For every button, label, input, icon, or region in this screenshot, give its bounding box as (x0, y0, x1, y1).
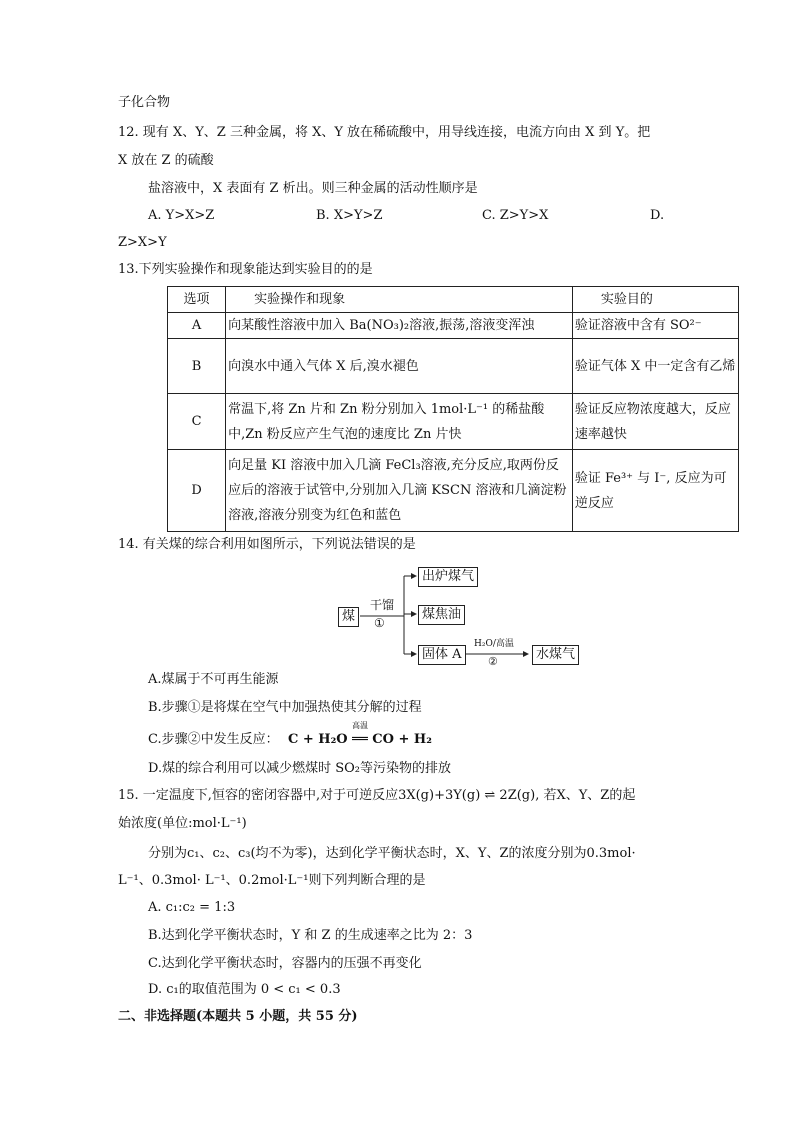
q14-option-a: A.煤属于不可再生能源 (148, 672, 279, 687)
q15-option-c: C.达到化学平衡状态时，容器内的压强不再变化 (148, 956, 422, 971)
coal-utilization-diagram (330, 564, 590, 674)
table-row (168, 313, 739, 339)
q12-stem: 12. 现有 X、Y、Z 三种金属，将 X、Y 放在稀硫酸中，用导线连接，电流方向由 X 到 Y。把 (118, 125, 651, 140)
table-header: 实验目的 (572, 287, 738, 313)
table-row (168, 450, 739, 532)
q15-stem-3: 分别为c₁、c₂、c₃(均不为零)，达到化学平衡状态时，X、Y、Z的浓度分别为0.3mol· (148, 846, 636, 861)
coal-tar-box: 煤焦油 (418, 605, 465, 625)
q12-stem-3: 盐溶液中，X 表面有 Z 析出。则三种金属的活动性顺序是 (148, 181, 478, 196)
coal-gas-box: 出炉煤气 (418, 567, 478, 587)
table-header-row (168, 287, 739, 313)
table-cell-goal: 验证反应物浓度越大，反应速率越快 (572, 394, 738, 450)
q14-option-d: D.煤的综合利用可以减少燃煤时 SO₂等污染物的排放 (148, 761, 451, 776)
table-cell-operation: 向足量 KI 溶液中加入几滴 FeCl₃溶液,充分反应,取两份反应后的溶液于试管中,分别加入几滴 KSCN 溶液和几滴淀粉溶液,溶液分别变为红色和蓝色 (226, 450, 573, 532)
section-heading: 二、非选择题(本题共 5 小题，共 55 分) (118, 1009, 358, 1024)
q12-option-a: A. Y>X>Z (148, 208, 215, 223)
q13-table (167, 286, 739, 532)
table-cell-option: A (168, 313, 226, 339)
q13-stem: 13.下列实验操作和现象能达到实验目的的是 (118, 262, 373, 277)
step2-number: ② (488, 655, 498, 668)
table-header: 实验操作和现象 (226, 287, 573, 313)
q14-option-c: C.步骤②中发生反应： (148, 732, 279, 747)
q15-stem: 15. 一定温度下,恒容的密闭容器中,对于可逆反应3X(g)+3Y(g) ⇌ 2Z(g), 若X、Y、Z的起 (118, 788, 636, 803)
table-cell-option: B (168, 339, 226, 394)
table-cell-goal: 验证气体 X 中一定含有乙烯 (572, 339, 738, 394)
water-gas-box: 水煤气 (532, 645, 579, 665)
table-row (168, 394, 739, 450)
q15-option-b: B.达到化学平衡状态时，Y 和 Z 的生成速率之比为 2：3 (148, 928, 473, 943)
table-header: 选项 (168, 287, 226, 313)
step1-number: ① (374, 616, 385, 630)
q12-option-d-value: Z>X>Y (118, 235, 167, 250)
q12-option-b: B. X>Y>Z (316, 208, 383, 223)
table-cell-operation: 向某酸性溶液中加入 Ba(NO₃)₂溶液,振荡,溶液变浑浊 (226, 313, 573, 339)
step1-label: 干馏 (370, 598, 395, 612)
q14-stem: 14. 有关煤的综合利用如图所示，下列说法错误的是 (118, 537, 416, 552)
q14-equation-condition: 高温 (352, 721, 368, 730)
step2-label: H₂O/高温 (474, 639, 514, 649)
continued-text: 子化合物 (118, 95, 171, 110)
solid-a-box: 固体 A (418, 645, 466, 665)
table-cell-goal: 验证溶液中含有 SO²⁻ (572, 313, 738, 339)
q14-option-c-equation: C + H₂O ══ CO + H₂ (288, 732, 432, 747)
table-cell-operation: 常温下,将 Zn 片和 Zn 粉分别加入 1mol·L⁻¹ 的稀盐酸中,Zn 粉反应产生气泡的速度比 Zn 片快 (226, 394, 573, 450)
q15-option-a: A. c₁:c₂ = 1:3 (148, 900, 236, 915)
q12-stem-2: X 放在 Z 的硫酸 (118, 153, 214, 168)
q14-option-b: B.步骤①是将煤在空气中加强热使其分解的过程 (148, 700, 422, 715)
table-cell-operation: 向溴水中通入气体 X 后,溴水褪色 (226, 339, 573, 394)
table-cell-goal: 验证 Fe³⁺ 与 I⁻, 反应为可逆反应 (572, 450, 738, 532)
q15-stem-4: L⁻¹、0.3mol· L⁻¹、0.2mol·L⁻¹则下列判断合理的是 (118, 873, 426, 888)
table-row (168, 339, 739, 394)
q12-option-d: D. (650, 208, 665, 223)
q12-option-c: C. Z>Y>X (482, 208, 549, 223)
coal-box: 煤 (338, 607, 359, 627)
q15-stem-2: 始浓度(单位:mol·L⁻¹) (118, 816, 247, 831)
table-cell-option: D (168, 450, 226, 532)
table-cell-option: C (168, 394, 226, 450)
q15-option-d: D. c₁的取值范围为 0 < c₁ < 0.3 (148, 982, 341, 997)
